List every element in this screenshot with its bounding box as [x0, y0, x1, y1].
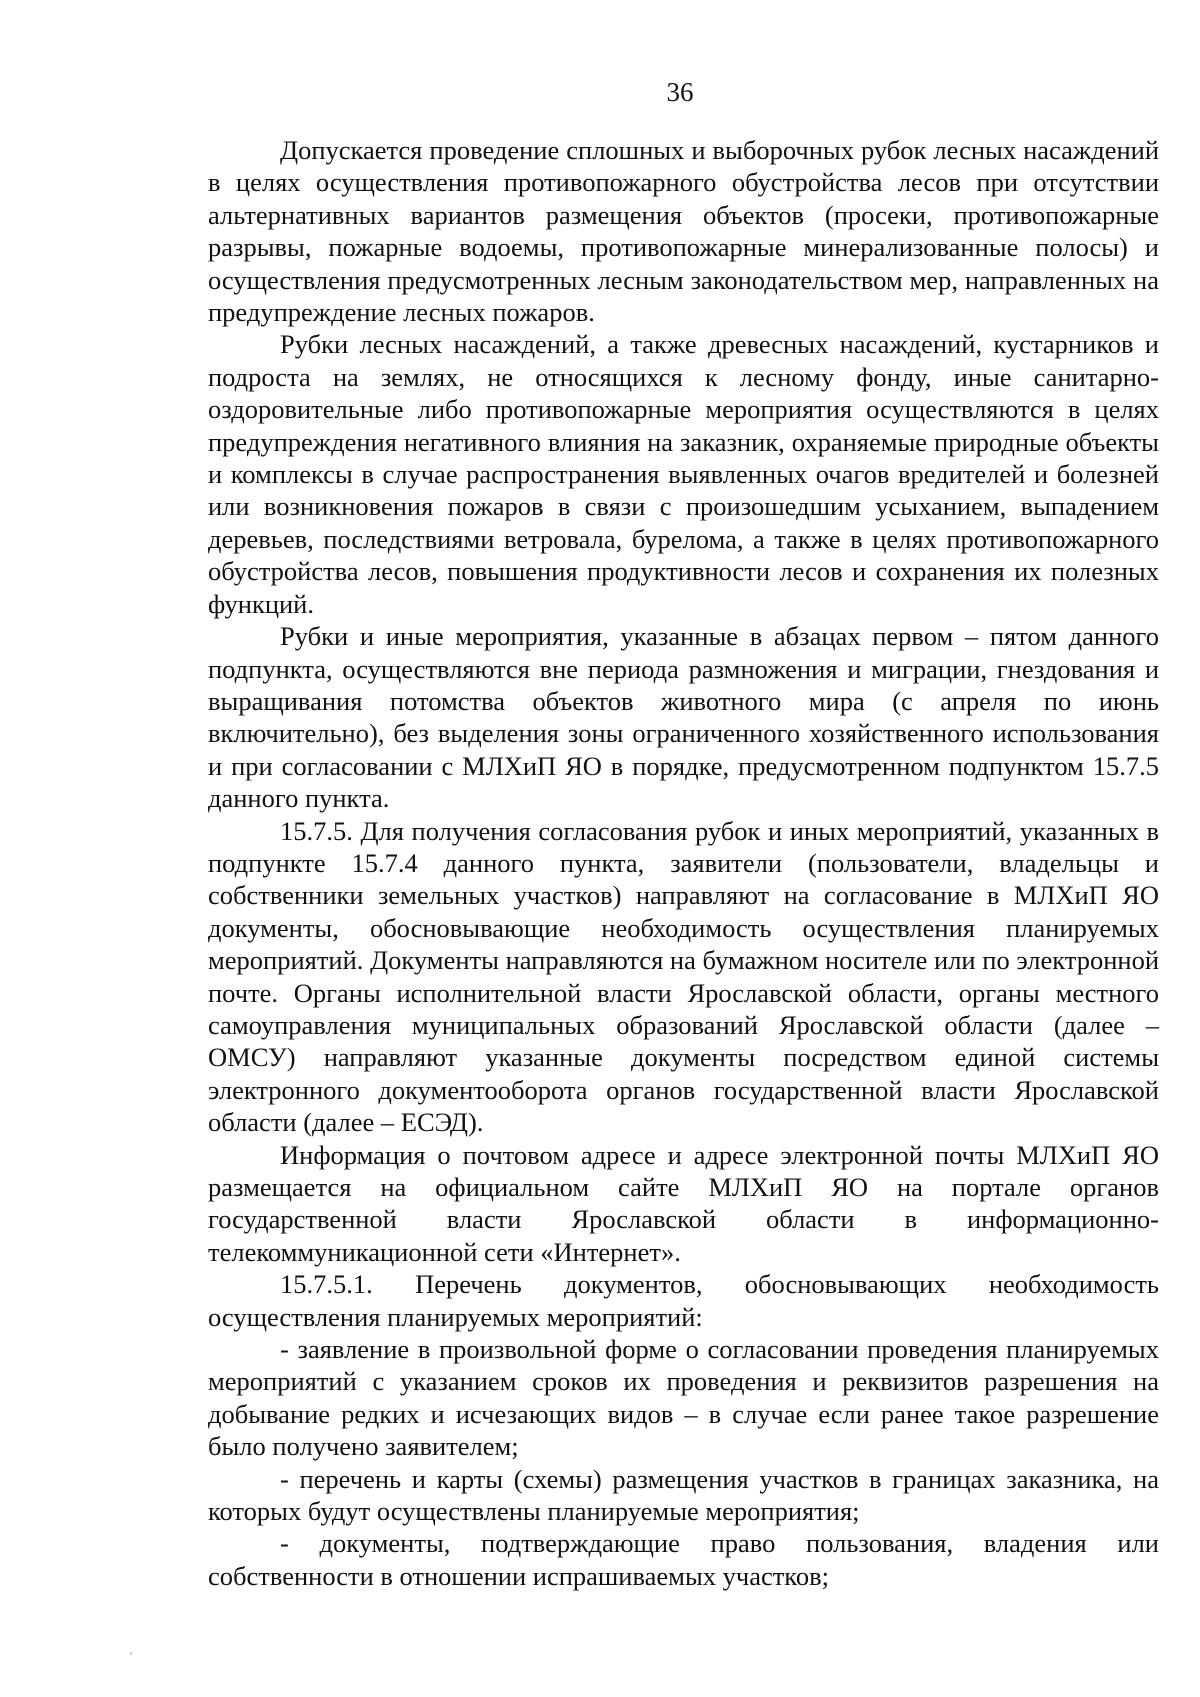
document-body: [208, 134, 1159, 1592]
page-number: 36: [666, 77, 694, 107]
scan-artifact: [130, 1652, 132, 1655]
paragraph-sanitary-measures: Рубки лесных насаждений, а также древесных насаждений, кустарников и подроста на землях, не относящихся к лесному фонду, иные санитарно-оздоровительные либо противопожарные мероприятия осуществляются в целях предупреждения негативного влияния на заказник, охраняемые природные объекты и комплексы в случае распространения выявленных очагов вредителей и болезней или возникновения пожаров в связи с произошедшим усыханием, выпадением деревьев, последствиями ветровала, бурелома, а также в целях противопожарного обустройства лесов, повышения продуктивности лесов и сохранения их полезных функций.: [208, 329, 1159, 619]
paragraph-15-7-5-approval-procedure: 15.7.5. Для получения согласования рубок и иных мероприятий, указанных в подпункте 15.7.4 данного пункта, заявители (пользователи, владельцы и собственники земельных участков) направляют на согласование в МЛХиП ЯО документы, обосновывающие необходимость осуществления планируемых мероприятий. Документы направляются на бумажном носителе или по электронной почте. Органы исполнительной власти Ярославской области, органы местного самоуправления муниципальных образований Ярославской области (далее – ОМСУ) направляют указанные документы посредством единой системы электронного документооборота органов государственной власти Ярославской области (далее – ЕСЭД).: [208, 815, 1159, 1138]
paragraph-fire-prevention-felling: Допускается проведение сплошных и выборочных рубок лесных насаждений в целях осуществления противопожарного обустройства лесов при отсутствии альтернативных вариантов размещения объектов (просеки, противопожарные разрывы, пожарные водоемы, противопожарные минерализованные полосы) и осуществления предусмотренных лесным законодательством мер, направленных на предупреждение лесных пожаров.: [208, 135, 1159, 328]
paragraph-15-7-5-1-document-list: 15.7.5.1. Перечень документов, обосновывающих необходимость осуществления планируемых мероприятий:: [208, 1269, 1159, 1332]
list-item-application: - заявление в произвольной форме о согласовании проведения планируемых мероприятий с указанием сроков их проведения и реквизитов разрешения на добывание редких и исчезающих видов – в случае если ранее такое разрешение было получено заявителем;: [208, 1334, 1159, 1462]
list-item-maps-and-schemes: - перечень и карты (схемы) размещения участков в границах заказника, на которых будут осуществлены планируемые мероприятия;: [208, 1463, 1159, 1527]
paragraph-contact-information: Информация о почтовом адресе и адресе электронной почты МЛХиП ЯО размещается на официальном сайте МЛХиП ЯО на портале органов государственной власти Ярославской области в информационно-телекоммуникационной сети «Интернет».: [208, 1139, 1159, 1267]
list-item-ownership-documents: - документы, подтверждающие право пользования, владения или собственности в отношении испрашиваемых участков;: [208, 1528, 1159, 1591]
paragraph-breeding-period-restriction: Рубки и иные мероприятия, указанные в абзацах первом – пятом данного подпункта, осуществляются вне периода размножения и миграции, гнездования и выращивания потомства объектов животного мира (с апреля по июнь включительно), без выделения зоны ограниченного хозяйственного использования и при согласовании с МЛХиП ЯО в порядке, предусмотренном подпунктом 15.7.5 данного пункта.: [208, 621, 1159, 814]
